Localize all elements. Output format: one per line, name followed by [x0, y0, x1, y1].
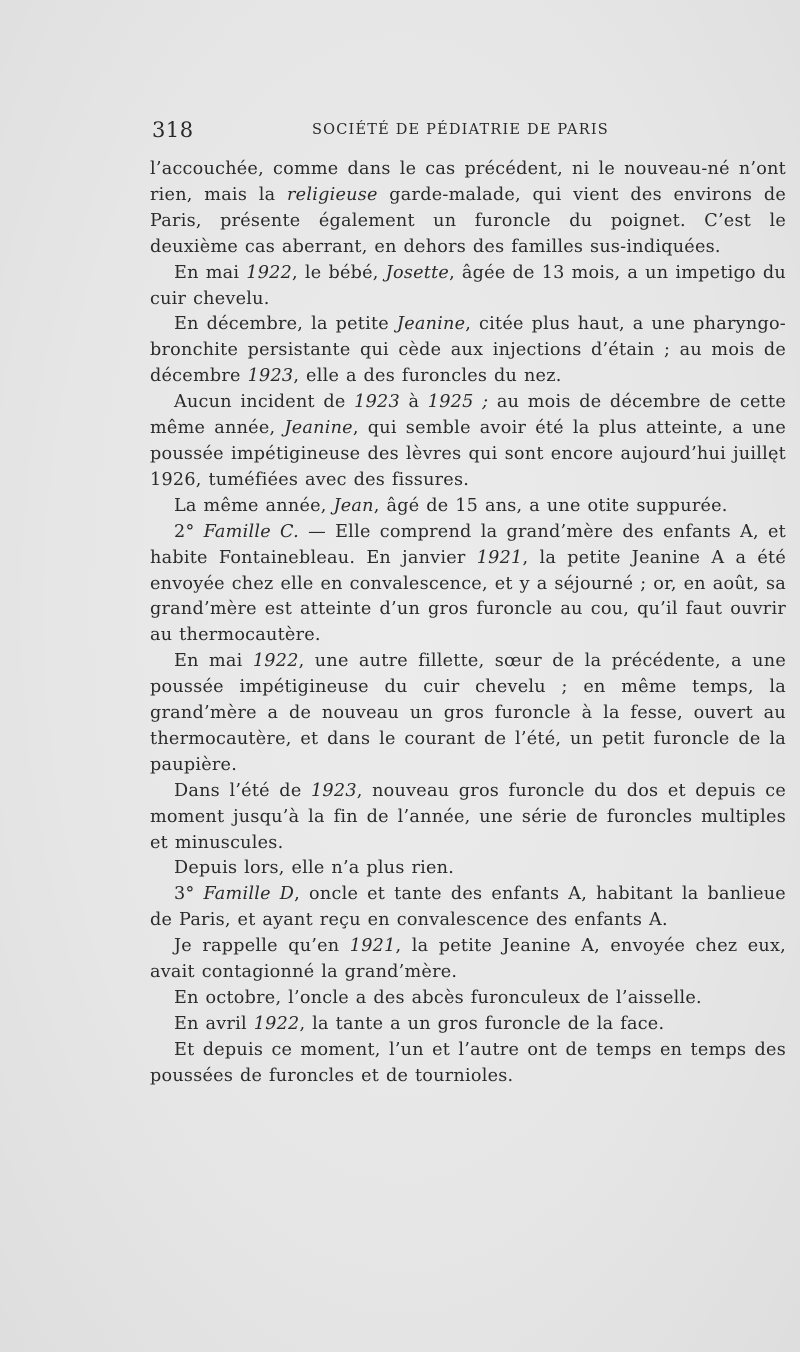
text-run: Depuis lors, elle n’a plus rien. — [174, 858, 455, 879]
paragraph — [150, 649, 786, 779]
italic-text: 1922 — [252, 651, 299, 672]
paragraph — [150, 157, 786, 261]
italic-text: Jeanine — [284, 418, 353, 439]
paragraph — [150, 312, 786, 390]
paragraph — [150, 494, 786, 520]
paragraph — [150, 1012, 786, 1038]
italic-text: 1923 — [354, 392, 400, 413]
paragraph — [150, 856, 786, 882]
italic-text: 1925 ; — [427, 392, 489, 413]
italic-text: Famille D — [203, 884, 295, 905]
text-run: , nouveau gros furoncle du dos et depuis ce moment jusqu’à la fin de l’année, une série de furoncles multiples et minuscules. — [150, 780, 786, 853]
paragraph — [150, 520, 786, 650]
text-run: l’accouchée, comme dans le cas précédent, ni le nouveau-né n’ont rien, mais la — [150, 159, 786, 205]
text-run: , le bébé, — [292, 262, 386, 283]
text-run: La même année, — [174, 495, 334, 516]
paragraph — [150, 934, 786, 986]
text-run: à — [399, 392, 428, 413]
italic-text: religieuse — [287, 184, 378, 205]
text-run: Et depuis ce moment, l’un et l’autre ont de temps en temps des poussées de furoncles et de tournioles. — [150, 1039, 786, 1086]
text-run: Je rappelle qu’en — [174, 936, 350, 957]
text-run: , la petite Jeanine A, envoyée chez eux, avait contagionné la grand’mère. — [150, 936, 786, 983]
text-run: , la petite Jeanine A a été envoyée chez elle en convalescence, et y a séjourné ; or, en août, sa grand’mère est atteinte d’un gros furoncle au cou, qu’il faut ouvrir au thermocautère. — [150, 547, 786, 646]
text-run: En octobre, l’oncle a des abcès furonculeux de l’aisselle. — [174, 988, 702, 1008]
paragraph — [150, 390, 786, 494]
italic-text: Jean — [333, 495, 374, 516]
text-run: , âgé de 15 ans, a une otite suppurée. — [373, 495, 728, 516]
paragraph — [150, 986, 786, 1012]
text-run: , citée plus haut, a une pharyngo-bronchite persistante qui cède aux injections d’étain ; au mois de décembre — [150, 314, 786, 387]
paragraph — [150, 1038, 786, 1090]
text-run: , une autre fillette, sœur de la précédente, a une poussée impétigineuse du cuir chevelu ; en même temps, la grand’mère a de nouveau un gros furoncle à la fesse, ouvert au thermocautère, et dans le courant de l’été, un petit furoncle de la paupière. — [150, 651, 786, 775]
text-run: garde-malade, qui vient des environs de Paris, présente également un furoncle du poignet. C’est le deuxième cas aberrant, en dehors des familles sus-indiquées. — [150, 184, 786, 257]
paragraph — [150, 261, 786, 313]
text-run: , la tante a un gros furoncle de la face. — [299, 1013, 665, 1034]
text-run: , oncle et tante des enfants A, habitant la banlieue de Paris, et ayant reçu en convalescence des enfants A. — [150, 884, 786, 931]
text-run: Aucun incident de — [174, 392, 355, 413]
text-run: , âgée de 13 mois, a un impetigo du cuir chevelu. — [150, 262, 786, 309]
running-head — [152, 118, 786, 142]
paragraph — [150, 779, 786, 857]
text-run: 3° — [174, 884, 204, 905]
italic-text: Jeanine — [396, 314, 466, 335]
italic-text: Josette — [385, 262, 450, 283]
text-run: 2° — [174, 521, 204, 542]
italic-text: 1923 — [247, 366, 294, 387]
text-run: , elle a des furoncles du nez. — [293, 366, 562, 387]
body-text — [150, 157, 786, 1090]
paragraph — [150, 882, 786, 934]
text-run: En mai — [174, 651, 253, 672]
text-run: au mois de décembre de cette même année, — [150, 392, 786, 439]
text-run: En décembre, la petite — [174, 314, 397, 335]
page-number: 318 — [152, 118, 194, 142]
italic-text: 1922 — [253, 1013, 300, 1034]
italic-text: 1921 — [476, 547, 523, 568]
italic-text: 1922 — [246, 262, 293, 283]
text-run: En avril — [174, 1013, 254, 1034]
text-run: Dans l’été de — [174, 780, 311, 801]
text-run: , qui semble avoir été la plus atteinte, a une poussée impétigineuse des lèvres qui sont encore aujourd’hui juillęt 1926, tuméfiées avec des fissures. — [150, 418, 786, 490]
text-run: En mai — [174, 262, 247, 283]
text-run: — Elle comprend la grand’mère des enfants A, et habite Fontainebleau. En janvier — [150, 521, 786, 568]
italic-text: 1923 — [310, 780, 357, 801]
journal-title: SOCIÉTÉ DE PÉDIATRIE DE PARIS — [312, 122, 609, 138]
italic-text: Famille C. — [203, 521, 299, 542]
italic-text: 1921 — [349, 936, 396, 957]
